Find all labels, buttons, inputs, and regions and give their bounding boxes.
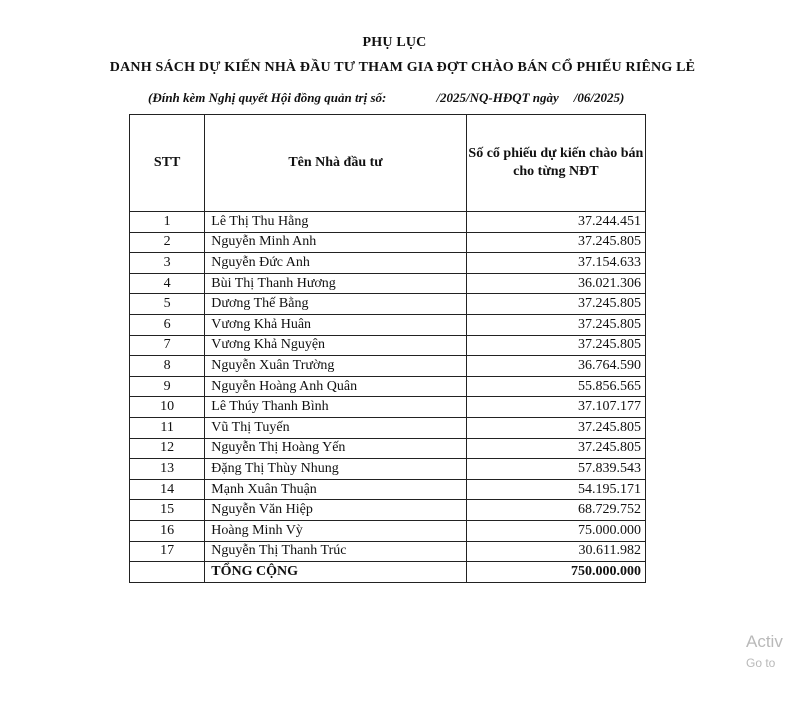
row-investor-name: Mạnh Xuân Thuận [205, 479, 466, 500]
row-stt: 17 [130, 541, 205, 562]
activation-watermark-line1: Activ [746, 632, 783, 651]
table-row [130, 438, 646, 459]
total-shares: 750.000.000 [466, 562, 645, 583]
row-shares: 57.839.543 [466, 459, 645, 480]
attachment-number: /2025/NQ-HĐQT ngày [436, 90, 559, 105]
table-row [130, 232, 646, 253]
row-stt: 15 [130, 500, 205, 521]
header-investor-name: Tên Nhà đầu tư [205, 115, 466, 212]
row-stt: 2 [130, 232, 205, 253]
row-investor-name: Nguyễn Văn Hiệp [205, 500, 466, 521]
total-stt-cell [130, 562, 205, 583]
row-investor-name: Nguyễn Minh Anh [205, 232, 466, 253]
row-stt: 4 [130, 273, 205, 294]
row-investor-name: Nguyễn Xuân Trường [205, 356, 466, 377]
row-shares: 30.611.982 [466, 541, 645, 562]
table-row [130, 500, 646, 521]
row-shares: 75.000.000 [466, 520, 645, 541]
document-heading: DANH SÁCH DỰ KIẾN NHÀ ĐẦU TƯ THAM GIA ĐỢT CHÀO BÁN CỔ PHIẾU RIÊNG LẺ [109, 60, 696, 75]
row-stt: 7 [130, 335, 205, 356]
row-stt: 6 [130, 314, 205, 335]
header-stt: STT [130, 115, 205, 212]
row-shares: 68.729.752 [466, 500, 645, 521]
row-investor-name: Vũ Thị Tuyến [205, 417, 466, 438]
row-investor-name: Hoàng Minh Vỳ [205, 520, 466, 541]
row-stt: 16 [130, 520, 205, 541]
row-investor-name: Lê Thị Thu Hằng [205, 212, 466, 233]
table-row [130, 397, 646, 418]
row-shares: 55.856.565 [466, 376, 645, 397]
row-shares: 37.245.805 [466, 335, 645, 356]
table-row [130, 479, 646, 500]
table-row [130, 212, 646, 233]
table-row [130, 314, 646, 335]
row-investor-name: Dương Thế Bằng [205, 294, 466, 315]
table-body [130, 212, 646, 562]
header-shares: Số cổ phiếu dự kiến chào bán cho từng NĐT [466, 115, 645, 212]
attachment-prefix: (Đính kèm Nghị quyết Hội đồng quản trị số: [148, 90, 387, 105]
row-shares: 37.245.805 [466, 232, 645, 253]
row-stt: 9 [130, 376, 205, 397]
table-row [130, 273, 646, 294]
row-shares: 37.154.633 [466, 253, 645, 274]
total-row [130, 562, 646, 583]
investor-table [129, 114, 646, 583]
row-shares: 37.245.805 [466, 417, 645, 438]
table-row [130, 356, 646, 377]
row-stt: 13 [130, 459, 205, 480]
row-investor-name: Nguyễn Đức Anh [205, 253, 466, 274]
row-shares: 37.244.451 [466, 212, 645, 233]
table-row [130, 520, 646, 541]
row-stt: 11 [130, 417, 205, 438]
row-shares: 37.245.805 [466, 314, 645, 335]
table-header-row [130, 115, 646, 212]
table-row [130, 294, 646, 315]
row-stt: 5 [130, 294, 205, 315]
row-investor-name: Lê Thúy Thanh Bình [205, 397, 466, 418]
attachment-date: /06/2025) [573, 90, 625, 105]
row-investor-name: Nguyễn Thị Thanh Trúc [205, 541, 466, 562]
row-shares: 36.764.590 [466, 356, 645, 377]
row-investor-name: Nguyễn Hoàng Anh Quân [205, 376, 466, 397]
row-stt: 14 [130, 479, 205, 500]
row-investor-name: Đặng Thị Thùy Nhung [205, 459, 466, 480]
row-stt: 12 [130, 438, 205, 459]
attachment-note [148, 90, 624, 106]
row-investor-name: Bùi Thị Thanh Hương [205, 273, 466, 294]
row-stt: 3 [130, 253, 205, 274]
row-shares: 37.245.805 [466, 438, 645, 459]
table-row [130, 376, 646, 397]
row-shares: 36.021.306 [466, 273, 645, 294]
row-shares: 37.245.805 [466, 294, 645, 315]
row-investor-name: Vương Khả Nguyện [205, 335, 466, 356]
table-row [130, 335, 646, 356]
row-shares: 54.195.171 [466, 479, 645, 500]
table-row [130, 459, 646, 480]
total-label: TỔNG CỘNG [205, 562, 466, 583]
table-row [130, 541, 646, 562]
table-row [130, 253, 646, 274]
row-investor-name: Vương Khả Huân [205, 314, 466, 335]
row-shares: 37.107.177 [466, 397, 645, 418]
row-investor-name: Nguyễn Thị Hoàng Yến [205, 438, 466, 459]
table-row [130, 417, 646, 438]
activation-watermark-line2: Go to [746, 656, 776, 670]
row-stt: 8 [130, 356, 205, 377]
appendix-title: PHỤ LỤC [362, 35, 427, 50]
row-stt: 10 [130, 397, 205, 418]
row-stt: 1 [130, 212, 205, 233]
